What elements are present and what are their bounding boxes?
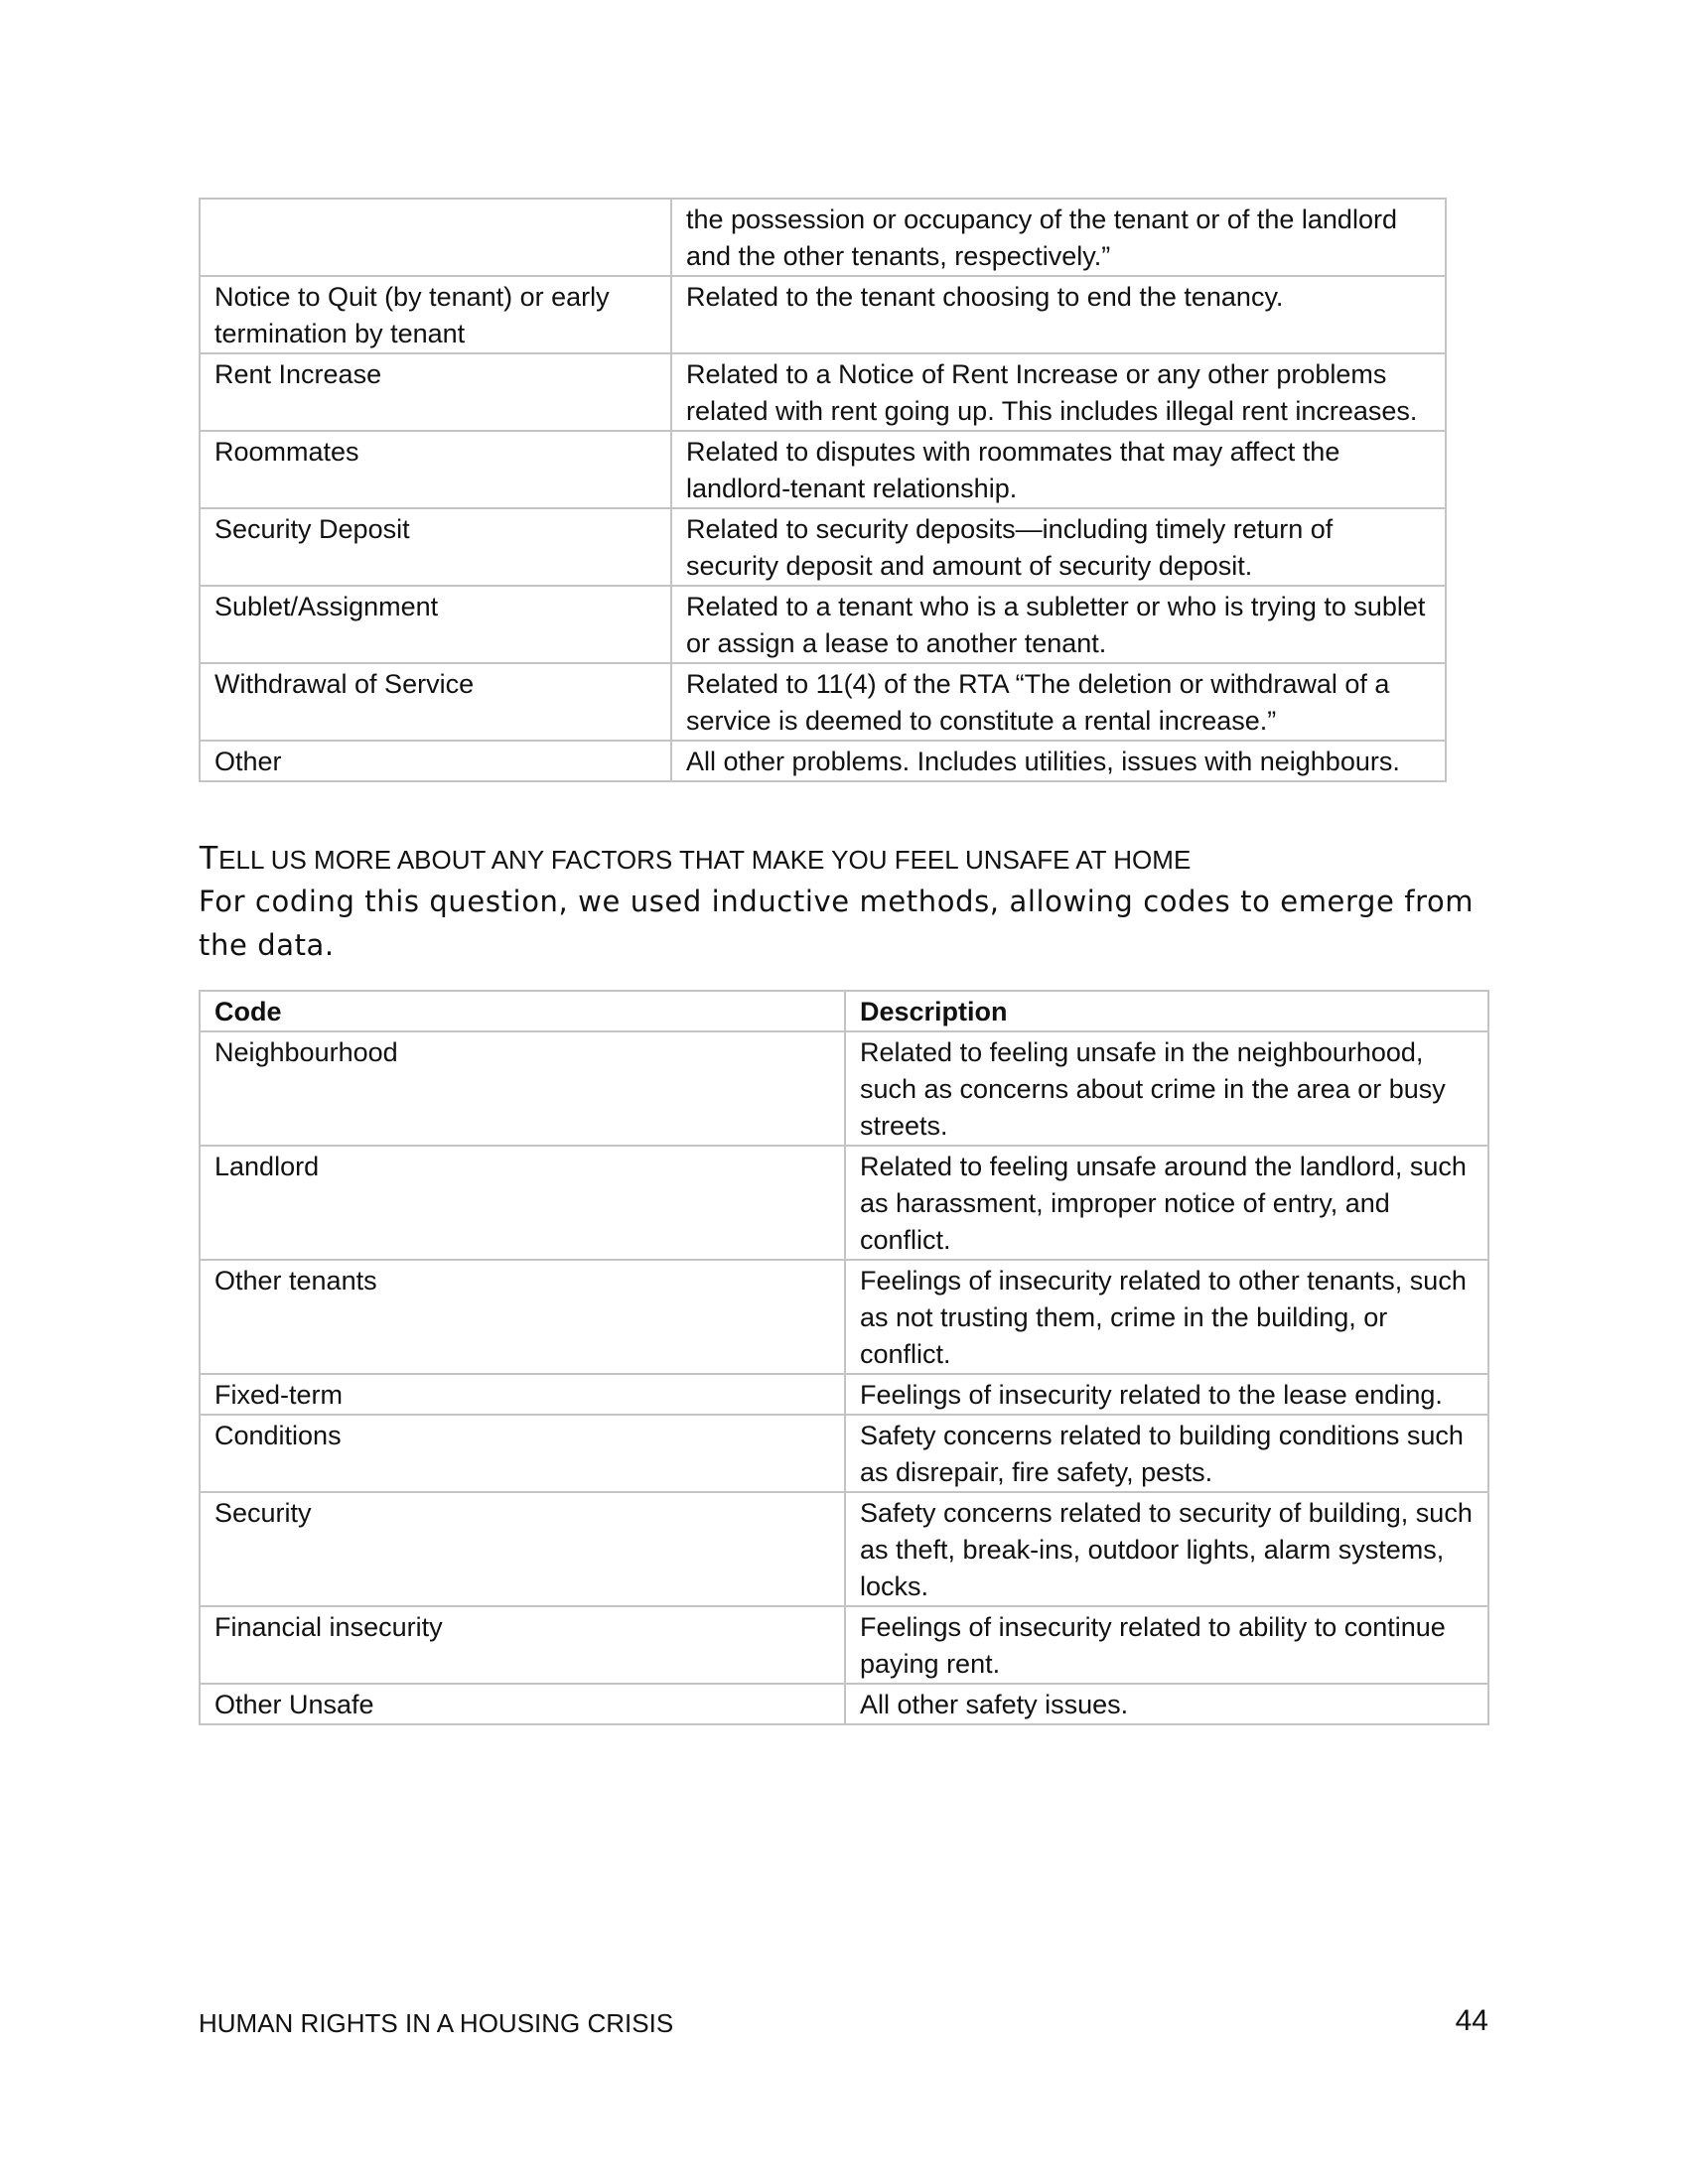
code-cell: Other Unsafe	[200, 1684, 845, 1724]
table-header-row	[200, 991, 1488, 1031]
table-row	[200, 1260, 1488, 1374]
code-cell: Other tenants	[200, 1260, 845, 1374]
description-cell: Related to feeling unsafe in the neighbourhood, such as concerns about crime in the area or busy streets.	[845, 1031, 1488, 1146]
problem-codes-table-continued	[199, 198, 1447, 782]
section-heading-text: ELL US MORE ABOUT ANY FACTORS THAT MAKE YOU FEEL UNSAFE AT HOME	[218, 845, 1192, 875]
table-row	[200, 353, 1446, 431]
description-cell: Feelings of insecurity related to the lease ending.	[845, 1374, 1488, 1415]
table-row	[200, 663, 1446, 741]
table-row	[200, 741, 1446, 781]
table-row	[200, 1606, 1488, 1684]
code-cell: Other	[200, 741, 671, 781]
description-cell: All other safety issues.	[845, 1684, 1488, 1724]
page-number: 44	[1455, 2004, 1488, 2037]
table-row	[200, 1415, 1488, 1492]
code-cell: Rent Increase	[200, 353, 671, 431]
description-cell: Safety concerns related to security of building, such as theft, break-ins, outdoor lights, alarm systems, locks.	[845, 1492, 1488, 1606]
section-heading-initial: T	[199, 839, 219, 876]
section-intro-paragraph: For coding this question, we used inductive methods, allowing codes to emerge from the data.	[199, 885, 1475, 962]
table-row	[200, 586, 1446, 663]
code-cell: Notice to Quit (by tenant) or early termination by tenant	[200, 276, 671, 353]
code-cell: Security	[200, 1492, 845, 1606]
description-cell: Related to the tenant choosing to end the tenancy.	[671, 276, 1446, 353]
code-cell: Security Deposit	[200, 508, 671, 586]
table-row	[200, 1031, 1488, 1146]
code-cell: Landlord	[200, 1146, 845, 1260]
table-row	[200, 1146, 1488, 1260]
unsafe-factors-codes-table	[199, 990, 1489, 1725]
table-row	[200, 1374, 1488, 1415]
section-heading	[199, 840, 1191, 878]
description-cell: Related to a Notice of Rent Increase or any other problems related with rent going up. This includes illegal rent increases.	[671, 353, 1446, 431]
code-cell: Sublet/Assignment	[200, 586, 671, 663]
code-cell: Withdrawal of Service	[200, 663, 671, 741]
code-cell: Roommates	[200, 431, 671, 508]
table-row	[200, 431, 1446, 508]
description-cell: Related to 11(4) of the RTA “The deletion or withdrawal of a service is deemed to constitute a rental increase.”	[671, 663, 1446, 741]
table-row	[200, 1684, 1488, 1724]
code-column-header: Code	[200, 991, 845, 1031]
code-cell: Financial insecurity	[200, 1606, 845, 1684]
description-cell: Related to disputes with roommates that may affect the landlord-tenant relationship.	[671, 431, 1446, 508]
description-cell: the possession or occupancy of the tenant or of the landlord and the other tenants, respectively.”	[671, 199, 1446, 276]
footer-report-title: HUMAN RIGHTS IN A HOUSING CRISIS	[199, 2008, 674, 2038]
description-cell: Feelings of insecurity related to other tenants, such as not trusting them, crime in the building, or conflict.	[845, 1260, 1488, 1374]
code-cell: Conditions	[200, 1415, 845, 1492]
description-cell: Safety concerns related to building conditions such as disrepair, fire safety, pests.	[845, 1415, 1488, 1492]
code-cell: Neighbourhood	[200, 1031, 845, 1146]
description-cell: Related to feeling unsafe around the landlord, such as harassment, improper notice of entry, and conflict.	[845, 1146, 1488, 1260]
description-column-header: Description	[845, 991, 1488, 1031]
table-row	[200, 1492, 1488, 1606]
description-cell: Related to security deposits—including timely return of security deposit and amount of security deposit.	[671, 508, 1446, 586]
code-cell	[200, 199, 671, 276]
table-row	[200, 508, 1446, 586]
table-row	[200, 276, 1446, 353]
table-row	[200, 199, 1446, 276]
description-cell: Feelings of insecurity related to ability to continue paying rent.	[845, 1606, 1488, 1684]
description-cell: Related to a tenant who is a subletter or who is trying to sublet or assign a lease to another tenant.	[671, 586, 1446, 663]
code-cell: Fixed-term	[200, 1374, 845, 1415]
description-cell: All other problems. Includes utilities, issues with neighbours.	[671, 741, 1446, 781]
